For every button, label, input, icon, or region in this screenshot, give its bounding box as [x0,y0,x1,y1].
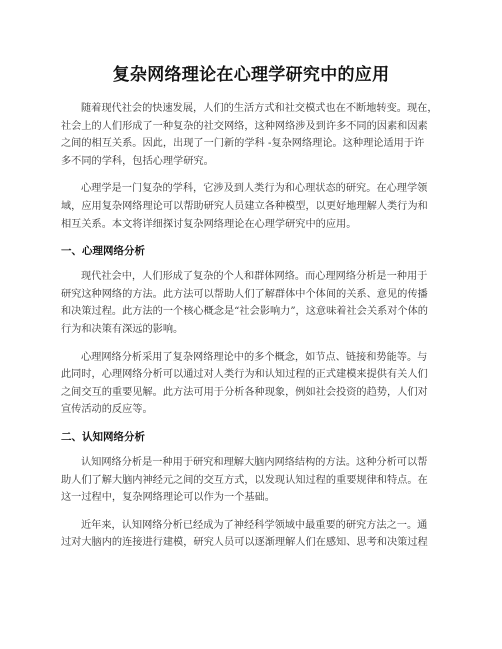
text-line: 和决策过程。此方法的一个核心概念是“社会影响力”，这意味着社会关系对个体的 [61,306,428,318]
text-line: 此同时，心理网络分析可以通过对人类行为和认知过程的正式建模来提供有关人们 [61,369,428,381]
document-body [61,100,446,562]
text-line: 域，应用复杂网络理论可以帮助研究人员建立各种模型，以更好地理解人类行为和 [61,200,428,212]
text-line: 研究这种网络的方法。此方法可以帮助人们了解群体中个体间的关系、意见的传播 [61,288,428,300]
section-2-paragraph-2 [61,517,446,552]
text-line: 心理网络分析采用了复杂网络理论中的多个概念，如节点、链接和势能等。与 [81,351,428,363]
text-line: 心理学是一门复杂的学科，它涉及到人类行为和心理状态的研究。在心理学领 [81,183,428,195]
document-title: 复杂网络理论在心理学研究中的应用 [112,65,390,85]
text-line: 多不同的学科，包括心理学研究。 [61,155,214,167]
intro-paragraph-2 [61,180,446,233]
section-heading-2: 二、认知网络分析 [61,430,145,443]
text-line: 现代社会中，人们形成了复杂的个人和群体网络。而心理网络分析是一种用于 [81,271,428,283]
text-line: 行为和决策有深远的影响。 [61,323,184,335]
text-line: 之间的相互关系。因此，出现了一门新的学科 -复杂网络理论。这种理论适用于许 [61,138,425,150]
text-line: 之间交互的重要见解。此方法可用于分析各种现象，例如社会投资的趋势，人们对 [61,386,428,398]
text-line: 相互关系。本文将详细探讨复杂网络理论在心理学研究中的应用。 [61,218,357,230]
text-line: 过对大脑内的连接进行建模，研究人员可以逐渐理解人们在感知、思考和决策过程 [61,537,428,549]
text-line: 社会上的人们形成了一种复杂的社交网络，这种网络涉及到许多不同的因素和因素 [61,120,428,132]
section-1-paragraph-1 [61,268,446,338]
text-line: 这一过程中，复杂网络理论可以作为一个基础。 [61,492,275,504]
text-line: 助人们了解大脑内神经元之间的交互方式，以发现认知过程的重要规律和特点。在 [61,474,428,486]
text-line: 认知网络分析是一种用于研究和理解大脑内网络结构的方法。这种分析可以帮 [81,456,428,468]
intro-paragraph-1 [61,100,446,170]
section-1-paragraph-2 [61,349,446,419]
text-line: 宣传活动的反应等。 [61,404,153,416]
section-2-paragraph-1 [61,454,446,507]
text-line: 随着现代社会的快速发展，人们的生活方式和社交模式也在不断地转变。现在， [81,103,438,114]
text-line: 近年来，认知网络分析已经成为了神经科学领域中最重要的研究方法之一。通 [81,519,428,531]
section-heading-1: 一、心理网络分析 [61,245,145,258]
